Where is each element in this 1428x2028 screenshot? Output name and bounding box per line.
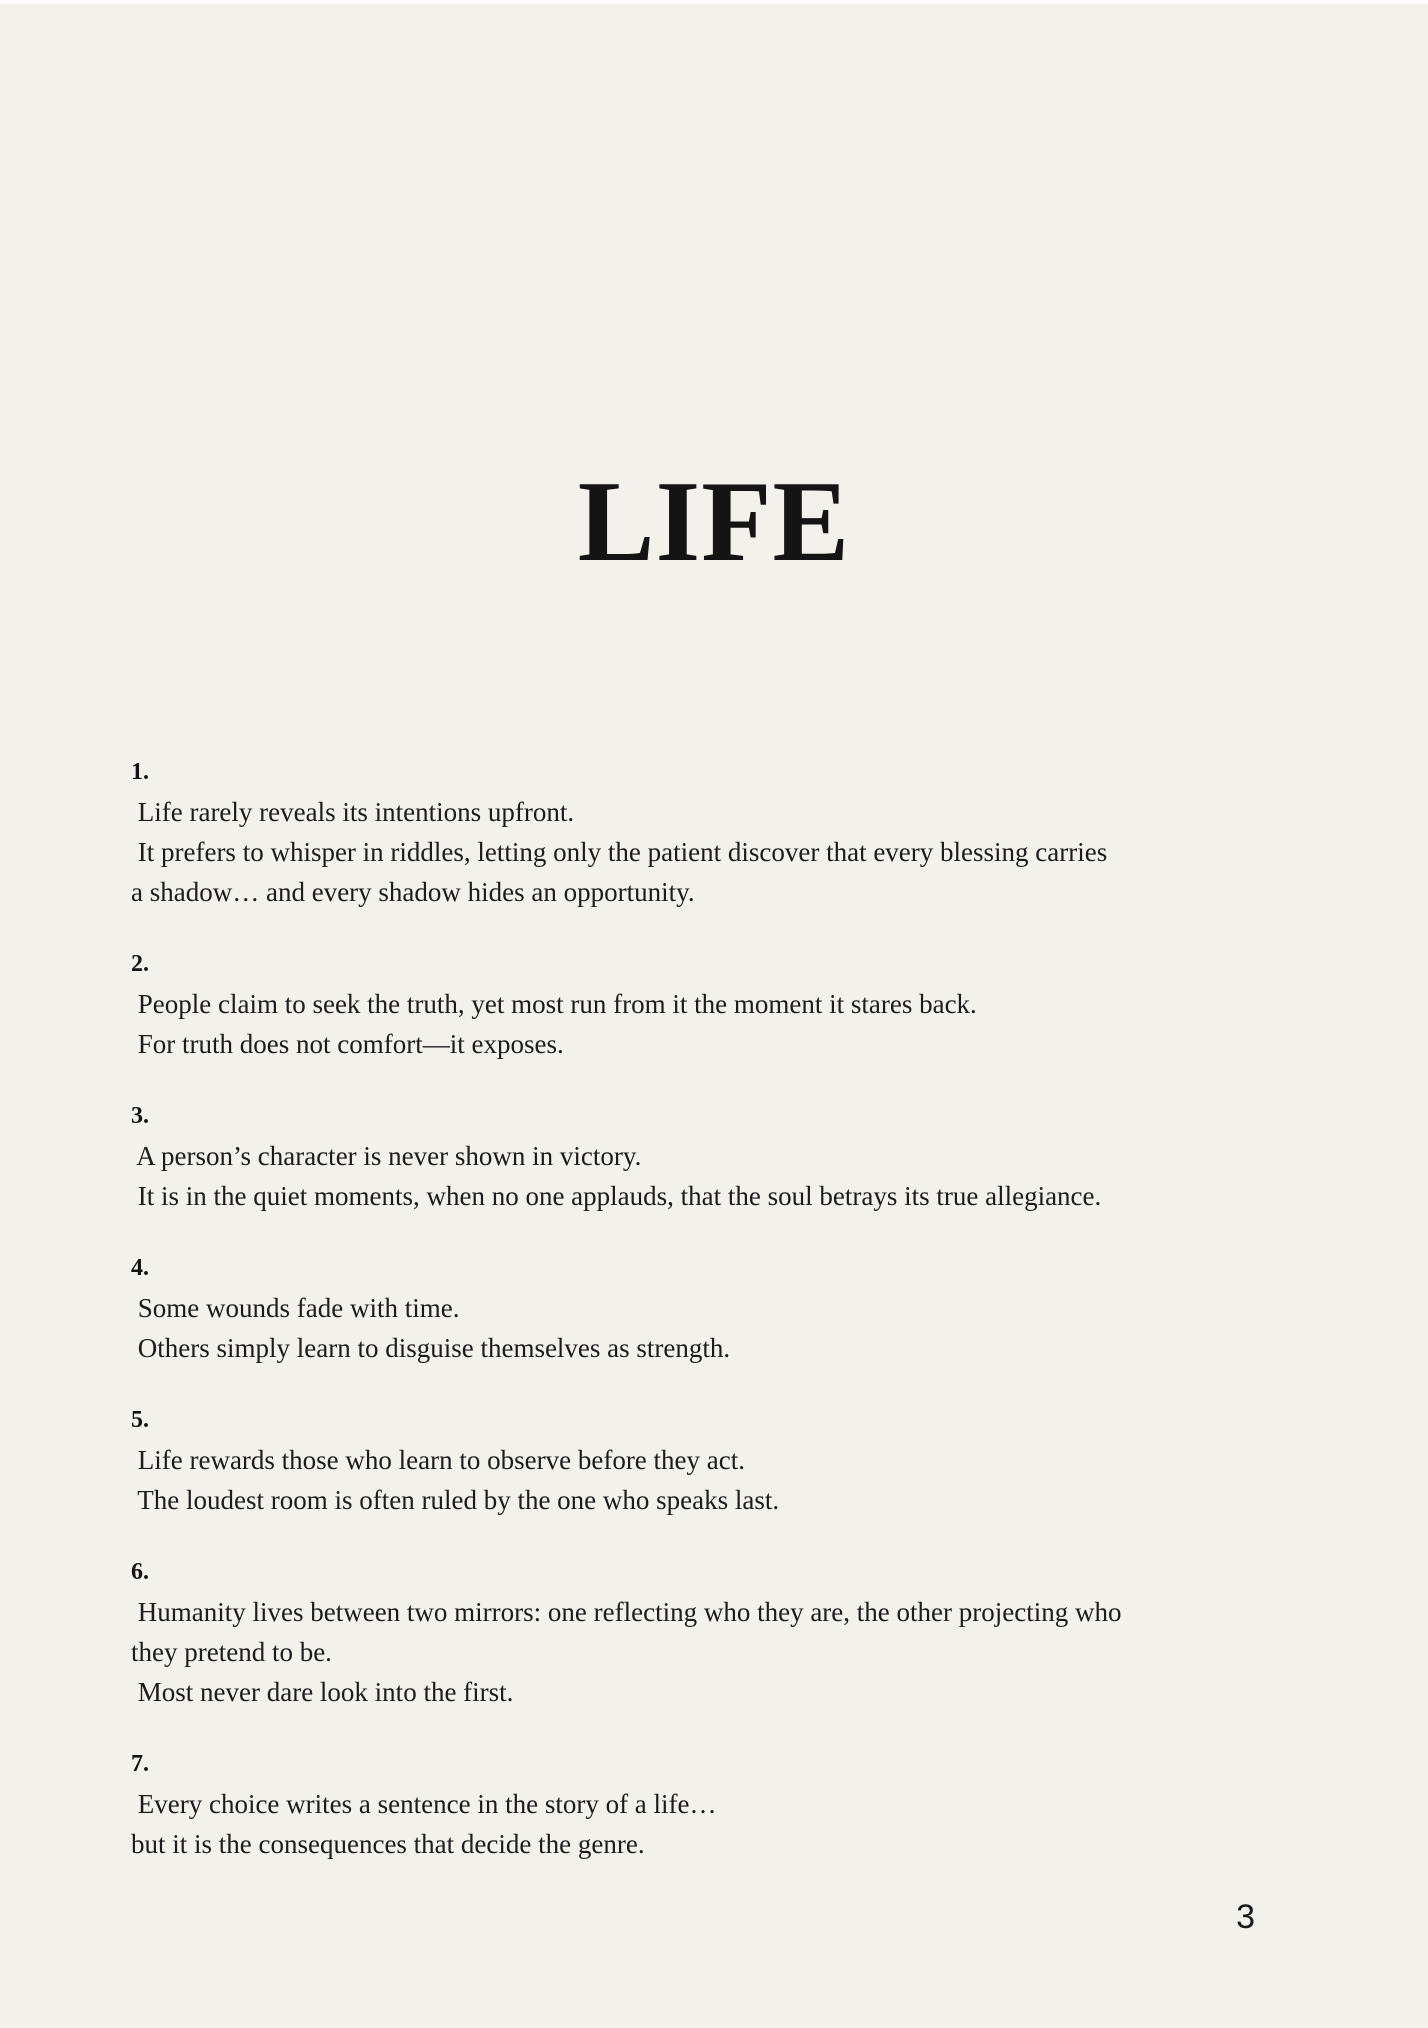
section-line: Life rarely reveals its intentions upfront. xyxy=(131,797,575,827)
page-top-edge xyxy=(0,0,1428,4)
section-number: 1. xyxy=(131,759,149,785)
section-line: Others simply learn to disguise themselves as strength. xyxy=(131,1333,731,1363)
section-number: 6. xyxy=(131,1559,149,1585)
section-line: Humanity lives between two mirrors: one reflecting who they are, the other projecting who xyxy=(131,1597,1122,1627)
aphorism-section xyxy=(131,752,1341,912)
section-number: 2. xyxy=(131,951,149,977)
section-number: 4. xyxy=(131,1255,149,1281)
aphorism-section xyxy=(131,1552,1341,1712)
section-line: Life rewards those who learn to observe before they act. xyxy=(131,1445,745,1475)
page-title: LIFE xyxy=(577,458,851,586)
section-line: they pretend to be. xyxy=(131,1637,332,1667)
page-number: 3 xyxy=(1236,1898,1255,1936)
section-line: Some wounds fade with time. xyxy=(131,1293,460,1323)
section-line: For truth does not comfort—it exposes. xyxy=(131,1029,564,1059)
section-number: 3. xyxy=(131,1103,149,1129)
section-line: a shadow… and every shadow hides an opportunity. xyxy=(131,877,695,907)
section-line: It is in the quiet moments, when no one applauds, that the soul betrays its true allegiance. xyxy=(131,1181,1102,1211)
section-number: 7. xyxy=(131,1751,149,1777)
section-line: People claim to seek the truth, yet most run from it the moment it stares back. xyxy=(131,989,977,1019)
section-line: It prefers to whisper in riddles, letting only the patient discover that every blessing carries xyxy=(131,837,1108,867)
section-number: 5. xyxy=(131,1407,149,1433)
section-line: but it is the consequences that decide the genre. xyxy=(131,1829,645,1859)
section-line: The loudest room is often ruled by the one who speaks last. xyxy=(131,1485,780,1515)
aphorism-section xyxy=(131,1744,1341,1864)
section-line: Every choice writes a sentence in the story of a life… xyxy=(131,1789,717,1819)
section-line: Most never dare look into the first. xyxy=(131,1677,514,1707)
aphorism-section xyxy=(131,1096,1341,1216)
aphorism-section xyxy=(131,1400,1341,1520)
aphorism-section xyxy=(131,1248,1341,1368)
aphorism-section xyxy=(131,944,1341,1064)
sections-list xyxy=(131,752,1341,1896)
section-line: A person’s character is never shown in victory. xyxy=(131,1141,642,1171)
